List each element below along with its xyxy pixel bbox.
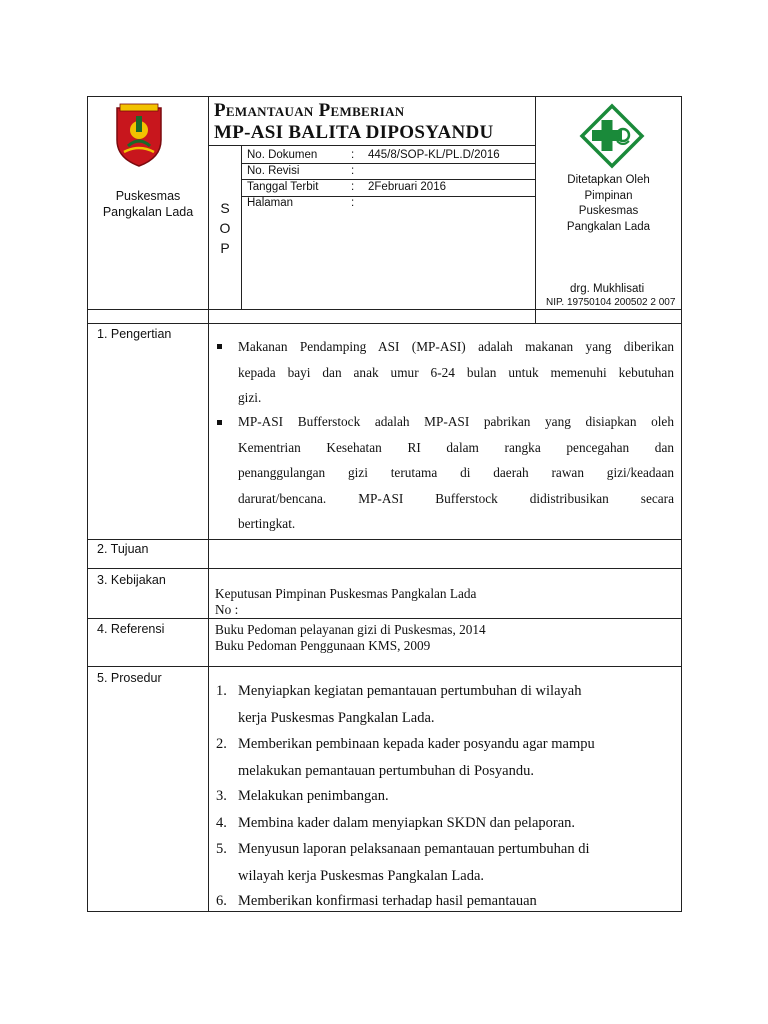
meta-label: Tanggal Terbit [247, 181, 319, 193]
definition-paragraph-1 [238, 334, 674, 411]
meta-value: 2Februari 2016 [368, 181, 446, 193]
meta-value: 445/8/SOP-KL/PL.D/2016 [368, 149, 500, 161]
org-name-line1: Puskesmas [115, 189, 181, 203]
step-line: Memberikan pembinaan kepada kader posyandu agar mampu [238, 736, 595, 752]
meta-sep: : [351, 165, 355, 177]
step-text [238, 731, 595, 784]
step-text [238, 810, 575, 837]
sop-letter-o: O [219, 220, 231, 236]
step-number: 4. [216, 815, 227, 831]
step-number: 5. [216, 841, 227, 857]
step-number: 2. [216, 736, 227, 752]
title-line1: Pemantauan Pemberian [214, 100, 405, 121]
approval-line2: Pimpinan [584, 189, 633, 202]
signer-name: drg. Mukhlisati [570, 283, 645, 295]
paragraph-line: Kementrian Kesehatan RI dalam rangka pencegahan dan [238, 439, 674, 455]
step-line: Melakukan penimbangan. [238, 788, 389, 804]
sop-letter-p: P [220, 240, 230, 256]
org-name [88, 188, 208, 220]
step-text [238, 783, 389, 810]
meta-label: Halaman [247, 197, 294, 209]
sop-letter-s: S [220, 200, 230, 216]
step-line: melakukan pemantauan pertumbuhan di Posyandu. [238, 762, 534, 779]
kebijakan-line1: Keputusan Pimpinan Puskesmas Pangkalan Lada [215, 586, 477, 601]
step-number: 1. [216, 683, 227, 699]
meta-sep: : [351, 197, 355, 209]
step-number: 3. [216, 788, 227, 804]
meta-sep: : [351, 181, 355, 193]
paragraph-line: bertingkat. [238, 516, 296, 531]
org-name-line2: Pangkalan Lada [102, 205, 194, 219]
approval-line3: Puskesmas [578, 205, 639, 217]
signer-nip: NIP. 19750104 200502 2 007 [546, 297, 676, 308]
kebijakan-text [215, 586, 476, 618]
step-line: Menyusun laporan pelaksanaan pemantauan pertumbuhan di [238, 841, 590, 857]
step-line: Memberikan konfirmasi terhadap hasil pemantauan [238, 893, 537, 909]
meta-sep: : [351, 149, 355, 161]
section-label-pengertian: 1. Pengertian [97, 327, 172, 341]
paragraph-line: penanggulangan gizi terutama di daerah rawan gizi/keadaan [238, 465, 674, 480]
step-line: wilayah kerja Puskesmas Pangkalan Lada. [238, 867, 485, 884]
meta-label: No. Revisi [247, 165, 300, 177]
paragraph-line: kepada bayi dan anak umur 6-24 bulan untuk memenuhi kebutuhan [238, 364, 674, 380]
meta-label: No. Dokumen [247, 149, 318, 161]
step-line: Membina kader dalam menyiapkan SKDN dan pelaporan. [238, 815, 576, 831]
kebijakan-line2: No : [215, 602, 239, 617]
approval-line1: Ditetapkan Oleh [567, 174, 650, 186]
referensi-line1: Buku Pedoman pelayanan gizi di Puskesmas, 2014 [215, 622, 486, 637]
sop-label [209, 198, 241, 258]
referensi-line2: Buku Pedoman Penggunaan KMS, 2009 [215, 638, 431, 653]
paragraph-line: darurat/bencana. MP-ASI Bufferstock didistribusikan secara [238, 490, 674, 506]
paragraph-line: MP-ASI Bufferstock adalah MP-ASI pabrikan yang disiapkan oleh [238, 414, 674, 429]
health-cross-logo [579, 103, 645, 169]
referensi-text [215, 622, 486, 654]
bullet-1 [217, 344, 222, 349]
section-label-prosedur: 5. Prosedur [97, 671, 162, 685]
step-text [238, 836, 590, 889]
approval-block [536, 173, 681, 235]
step-text [238, 888, 537, 915]
section-label-referensi: 4. Referensi [97, 622, 165, 636]
definition-paragraph-2 [238, 409, 674, 537]
step-text [238, 678, 581, 731]
bullet-2 [217, 420, 222, 425]
step-number: 6. [216, 893, 227, 909]
approval-line4: Pangkalan Lada [566, 220, 651, 233]
section-label-kebijakan: 3. Kebijakan [97, 573, 166, 587]
step-line: kerja Puskesmas Pangkalan Lada. [238, 709, 435, 726]
paragraph-line: Makanan Pendamping ASI (MP-ASI) adalah makanan yang diberikan [238, 339, 674, 354]
document-title [214, 100, 534, 144]
regional-emblem-logo [114, 102, 164, 168]
section-label-tujuan: 2. Tujuan [97, 542, 149, 556]
title-line2: MP-ASI BALITA DIPOSYANDU [214, 122, 494, 143]
step-line: Menyiapkan kegiatan pemantauan pertumbuhan di wilayah [238, 683, 582, 699]
paragraph-line: gizi. [238, 390, 262, 405]
